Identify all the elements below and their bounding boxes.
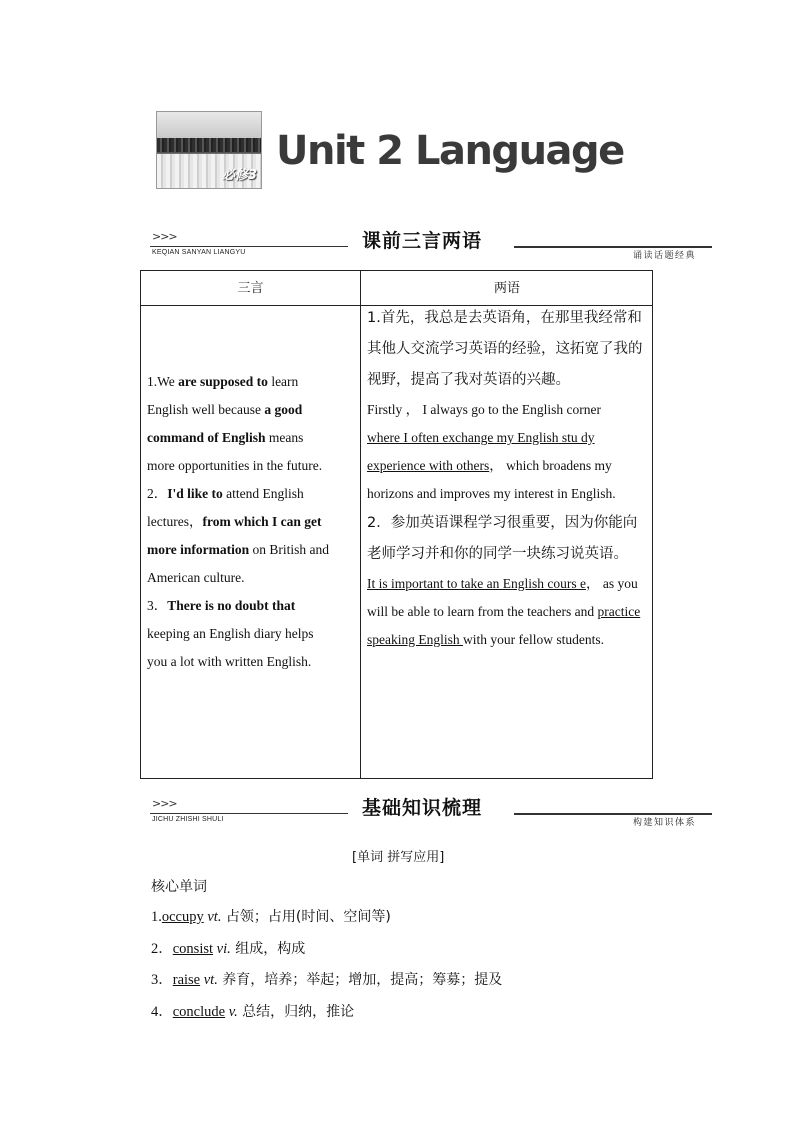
unit-title: Unit 2 Language <box>276 128 624 174</box>
section-title: 基础知识梳理 <box>362 797 483 819</box>
vocab-item: 2．consist vi. 组成，构成 <box>151 941 306 957</box>
underlined-answer: It is important to take an English cours e <box>367 576 586 591</box>
chevron-icon: >>> <box>152 230 177 243</box>
section-banner-2 <box>150 795 712 827</box>
section-subtitle: 诵读话题经典 <box>633 251 697 261</box>
vocab-section-heading: [单词 拼写应用] <box>352 850 445 865</box>
table-header-right: 两语 <box>493 281 520 296</box>
section-title: 课前三言两语 <box>362 230 483 252</box>
paragraph-1-chinese: 1.首先，我总是去英语角，在那里我经常和其他人交流学习英语的经验，这拓宽了我的视野，提高了我对英语的兴趣。 <box>367 310 643 388</box>
right-cell-paragraphs <box>367 303 647 654</box>
core-words-heading: 核心单词 <box>151 879 207 895</box>
underlined-answer: where I often exchange my English stu dy experience with others <box>367 430 595 473</box>
sentence-1: 1.We are supposed to learn English well because a good command of English means more opportunities in the future. <box>147 374 323 473</box>
paragraph-1-english: Firstly ， I always go to the English corner where I often exchange my English stu dy experience with others， which broadens my horizons and improves my interest in English. <box>367 402 616 501</box>
unit-thumbnail-image <box>156 111 262 189</box>
paragraph-2-chinese: 2．参加英语课程学习很重要，因为你能向老师学习并和你的同学一块练习说英语。 <box>367 515 638 562</box>
paragraph-2-english: It is important to take an English cours e， as you will be able to learn from the teachers and practice speaking English with your fellow students. <box>367 576 641 647</box>
section-pinyin: KEQIAN SANYAN LIANGYU <box>152 249 246 256</box>
underlined-answer: practice speaking English <box>367 604 641 647</box>
sentence-3: 3．There is no doubt that keeping an English diary helps you a lot with written English. <box>147 598 314 669</box>
section-banner-1 <box>150 228 712 260</box>
sentence-2: 2．I'd like to attend English lectures，from which I can get more information on British and American culture. <box>147 486 329 585</box>
unit-badge: 必修3 <box>221 168 257 183</box>
vocab-item: 1.occupy vt. 占领；占用(时间、空间等) <box>151 909 391 925</box>
section-subtitle: 构建知识体系 <box>633 818 697 828</box>
vocab-item: 4．conclude v. 总结，归纳，推论 <box>151 1004 355 1020</box>
table-header-left: 三言 <box>237 281 264 296</box>
chevron-icon: >>> <box>152 797 177 810</box>
section-pinyin: JICHU ZHISHI SHULI <box>152 816 224 823</box>
vocab-item: 3．raise vt. 养育，培养；举起；增加，提高；筹募；提及 <box>151 972 503 988</box>
sentence-table <box>140 270 653 779</box>
left-cell-sentences <box>147 368 333 676</box>
